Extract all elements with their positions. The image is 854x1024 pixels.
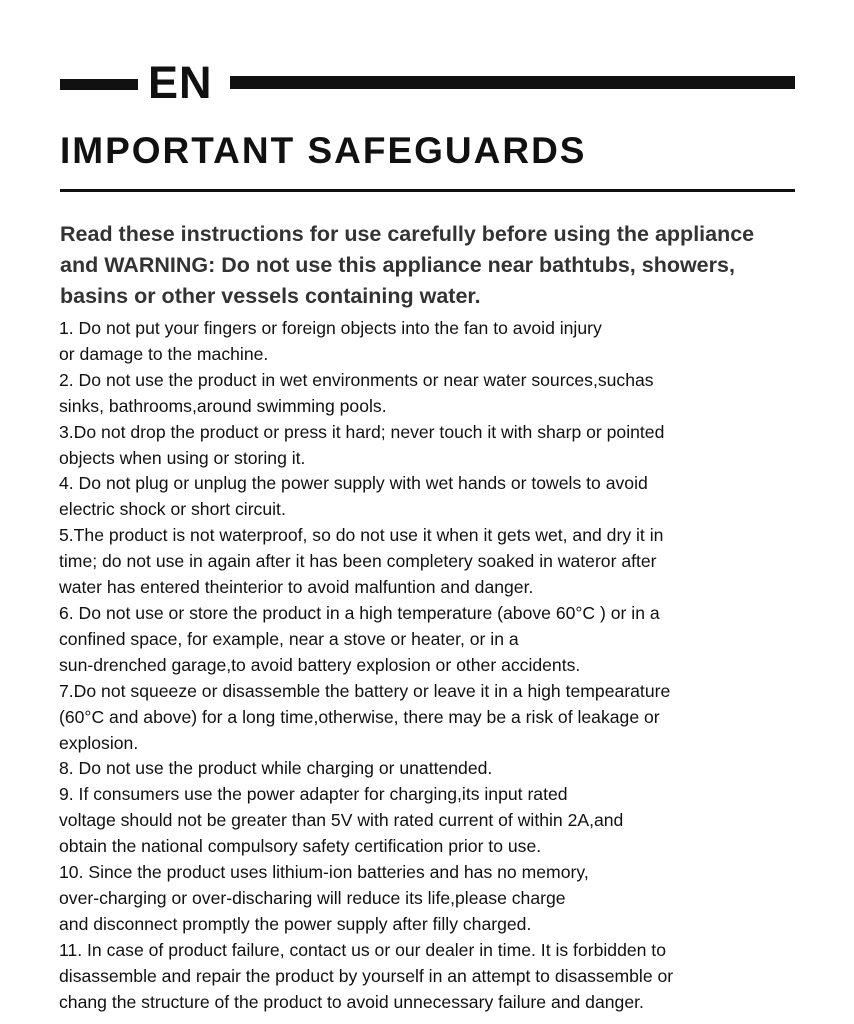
safeguard-line: 6. Do not use or store the product in a high temperature (above 60°C ) or in a — [59, 602, 660, 623]
header-rule-left — [60, 79, 138, 90]
safeguard-line: 4. Do not plug or unplug the power supply with wet hands or towels to avoid — [59, 473, 648, 494]
language-header — [60, 57, 795, 108]
safeguard-item — [59, 316, 804, 368]
safeguard-line: 2. Do not use the product in wet environments or near water sources,suchas — [59, 369, 654, 390]
safeguard-line: explosion. — [59, 732, 139, 753]
safeguard-line: disassemble and repair the product by yourself in an attempt to disassemble or — [59, 965, 674, 986]
safeguards-list — [59, 316, 804, 1015]
safeguard-item — [59, 782, 804, 860]
safeguard-line: 3.Do not drop the product or press it hard; never touch it with sharp or pointed — [59, 421, 665, 442]
safeguard-line: and disconnect promptly the power supply after filly charged. — [59, 913, 532, 934]
safeguard-line: time; do not use in again after it has been completery soaked in wateror after — [59, 551, 657, 572]
intro-line: and WARNING: Do not use this appliance near bathtubs, showers, — [60, 253, 735, 277]
language-code: EN — [148, 57, 213, 108]
safeguard-line: objects when using or storing it. — [59, 447, 306, 468]
safeguard-line: or damage to the machine. — [59, 343, 269, 364]
safeguard-line: voltage should not be greater than 5V with rated current of within 2A,and — [59, 810, 624, 831]
header-rule-right — [230, 76, 795, 89]
safeguard-line: (60°C and above) for a long time,otherwise, there may be a risk of leakage or — [59, 706, 660, 727]
safeguard-line: obtain the national compulsory safety certification prior to use. — [59, 836, 542, 857]
intro-warning — [60, 219, 800, 312]
safeguard-item — [59, 601, 804, 679]
safeguard-item — [59, 523, 804, 601]
safeguard-line: sun-drenched garage,to avoid battery explosion or other accidents. — [59, 654, 581, 675]
safeguard-item — [59, 756, 804, 782]
safeguard-item — [59, 938, 804, 1016]
intro-line: basins or other vessels containing water. — [60, 284, 481, 308]
safeguard-line: 10. Since the product uses lithium-ion batteries and has no memory, — [59, 862, 589, 883]
page-title: IMPORTANT SAFEGUARDS — [60, 130, 587, 171]
safeguard-line: confined space, for example, near a stove or heater, or in a — [59, 628, 519, 649]
safeguard-line: 9. If consumers use the power adapter for charging,its input rated — [59, 784, 568, 805]
safeguard-line: electric shock or short circuit. — [59, 499, 286, 520]
safeguard-line: over-charging or over-discharing will reduce its life,please charge — [59, 887, 566, 908]
safeguard-line: 11. In case of product failure, contact us or our dealer in time. It is forbidden to — [59, 939, 666, 960]
safeguard-item — [59, 368, 804, 420]
safeguard-line: 7.Do not squeeze or disassemble the battery or leave it in a high tempearature — [59, 680, 671, 701]
title-divider — [60, 189, 795, 192]
safeguard-line: sinks, bathrooms,around swimming pools. — [59, 395, 387, 416]
safeguard-line: 1. Do not put your fingers or foreign objects into the fan to avoid injury — [59, 318, 602, 338]
safeguard-line: chang the structure of the product to avoid unnecessary failure and danger. — [59, 991, 644, 1012]
safeguard-line: 5.The product is not waterproof, so do not use it when it gets wet, and dry it in — [59, 525, 664, 546]
safeguard-item — [59, 471, 804, 523]
safeguard-item — [59, 679, 804, 757]
safeguard-item — [59, 420, 804, 472]
safeguard-item — [59, 860, 804, 938]
intro-line: Read these instructions for use carefully before using the appliance — [60, 222, 755, 246]
safeguard-line: water has entered theinterior to avoid malfuntion and danger. — [59, 577, 534, 598]
safeguard-line: 8. Do not use the product while charging or unattended. — [59, 758, 493, 779]
